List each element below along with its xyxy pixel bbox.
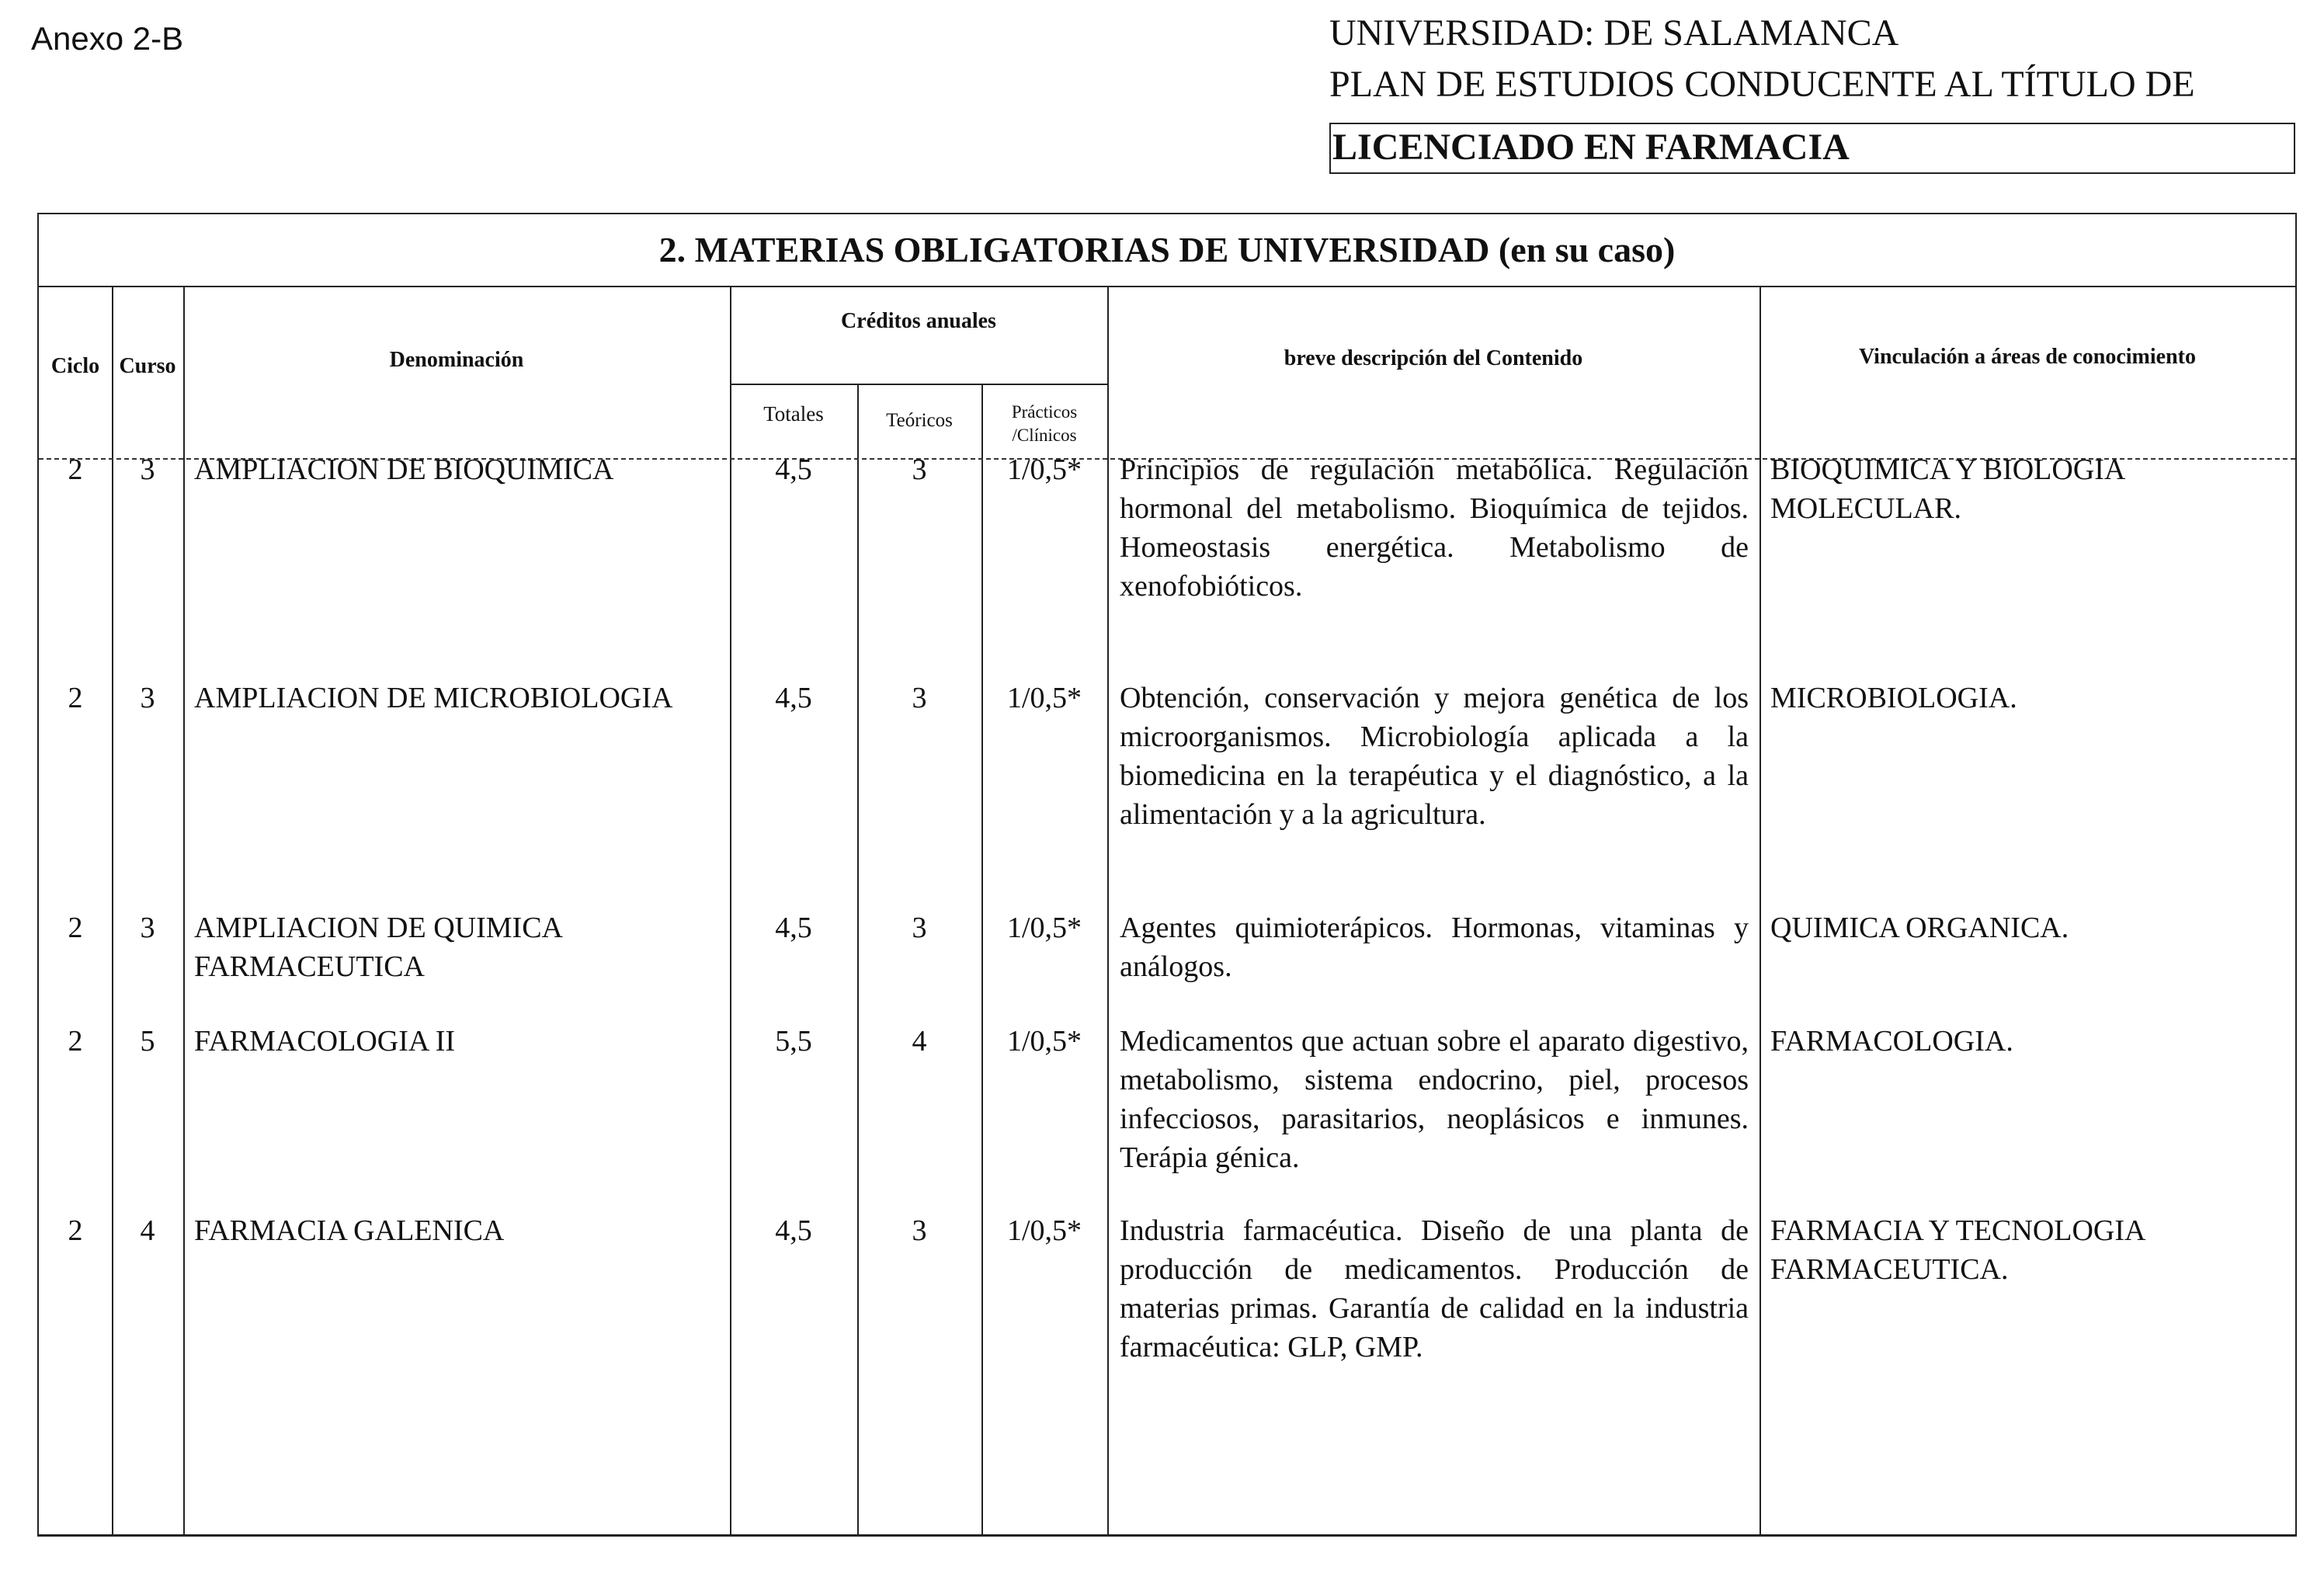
row-totales: 4,5 [775, 1214, 812, 1247]
row-curso: 3 [140, 912, 155, 944]
header-totales: Totales [763, 402, 824, 425]
row-curso: 3 [140, 682, 155, 714]
header-curso: Curso [119, 354, 176, 378]
subjects-table [37, 213, 2297, 1537]
row-curso: 4 [140, 1214, 155, 1247]
row-ciclo: 2 [68, 912, 83, 944]
row-denominacion: FARMACOLOGIA II [194, 1025, 456, 1058]
column-divider [1760, 286, 1761, 1534]
row-denominacion: FARMACIA GALENICA [194, 1214, 505, 1247]
header-practicos: Prácticos /Clínicos [1011, 402, 1078, 445]
header-descripcion: breve descripción del Contenido [1284, 346, 1583, 370]
row-teoricos: 3 [912, 453, 927, 486]
row-totales: 4,5 [775, 912, 812, 944]
row-vinculacion: MICROBIOLOGIA. [1770, 682, 2017, 714]
row-totales: 5,5 [775, 1025, 812, 1058]
row-practicos: 1/0,5* [1006, 912, 1082, 944]
row-descripcion: Principios de regulación metabólica. Regulación hormonal del metabolismo. Bioquímica de tejidos. Homeostasis energética. Metabolismo de xenofobióticos. [1120, 453, 1749, 603]
row-denominacion: AMPLIACION DE BIOQUIMICA [194, 453, 614, 486]
header-denominacion: Denominación [389, 348, 524, 372]
row-totales: 4,5 [775, 453, 812, 486]
row-descripcion: Obtención, conservación y mejora genética de los microorganismos. Microbiología aplicada a la biomedicina en la terapéutica y el diagnóstico, a la alimentación y a la agricultura. [1120, 682, 1749, 831]
degree-title: LICENCIADO EN FARMACIA [1329, 123, 2295, 174]
row-practicos: 1/0,5* [1006, 453, 1082, 486]
row-vinculacion: QUIMICA ORGANICA. [1770, 912, 2069, 944]
row-ciclo: 2 [68, 682, 83, 714]
row-ciclo: 2 [68, 1025, 83, 1058]
row-teoricos: 3 [912, 1214, 927, 1247]
row-denominacion: AMPLIACION DE QUIMICA FARMACEUTICA [194, 912, 561, 983]
column-divider [1107, 286, 1109, 1534]
row-practicos: 1/0,5* [1006, 1025, 1082, 1058]
row-ciclo: 2 [68, 453, 83, 486]
credits-header-divider [730, 384, 1107, 385]
row-curso: 5 [140, 1025, 155, 1058]
row-teoricos: 3 [912, 682, 927, 714]
row-descripcion: Medicamentos que actuan sobre el aparato digestivo, metabolismo, sistema endocrino, piel, procesos infecciosos, parasitarios, neoplásicos e inmunes. Terápia génica. [1120, 1025, 1749, 1174]
annex-label: Anexo 2-B [31, 20, 184, 57]
row-practicos: 1/0,5* [1006, 682, 1082, 714]
column-divider [981, 384, 983, 1534]
plan-title: PLAN DE ESTUDIOS CONDUCENTE AL TÍTULO DE [1329, 64, 2195, 105]
row-teoricos: 3 [912, 912, 927, 944]
table-title: 2. MATERIAS OBLIGATORIAS DE UNIVERSIDAD (en su caso) [39, 214, 2295, 287]
header-vinculacion: Vinculación a áreas de conocimiento [1859, 345, 2196, 369]
row-denominacion: AMPLIACION DE MICROBIOLOGIA [194, 682, 673, 714]
column-divider [857, 384, 859, 1534]
row-ciclo: 2 [68, 1214, 83, 1247]
row-descripcion: Agentes quimioterápicos. Hormonas, vitaminas y análogos. [1120, 912, 1749, 983]
row-vinculacion: FARMACOLOGIA. [1770, 1025, 2013, 1058]
row-vinculacion: BIOQUIMICA Y BIOLOGIA MOLECULAR. [1770, 453, 2124, 525]
column-divider [183, 286, 185, 1534]
row-practicos: 1/0,5* [1006, 1214, 1082, 1247]
row-totales: 4,5 [775, 682, 812, 714]
row-descripcion: Industria farmacéutica. Diseño de una planta de producción de medicamentos. Producción de materias primas. Garantía de calidad en la industria farmacéutica: GLP, GMP. [1120, 1214, 1749, 1363]
header-ciclo: Ciclo [50, 354, 100, 378]
university-name: UNIVERSIDAD: DE SALAMANCA [1329, 12, 1899, 54]
row-curso: 3 [140, 453, 155, 486]
row-vinculacion: FARMACIA Y TECNOLOGIA FARMACEUTICA. [1770, 1214, 2145, 1286]
row-teoricos: 4 [912, 1025, 927, 1058]
document-header [1329, 8, 2195, 110]
header-teoricos: Teóricos [886, 410, 953, 431]
header-creditos-anuales: Créditos anuales [841, 309, 996, 333]
